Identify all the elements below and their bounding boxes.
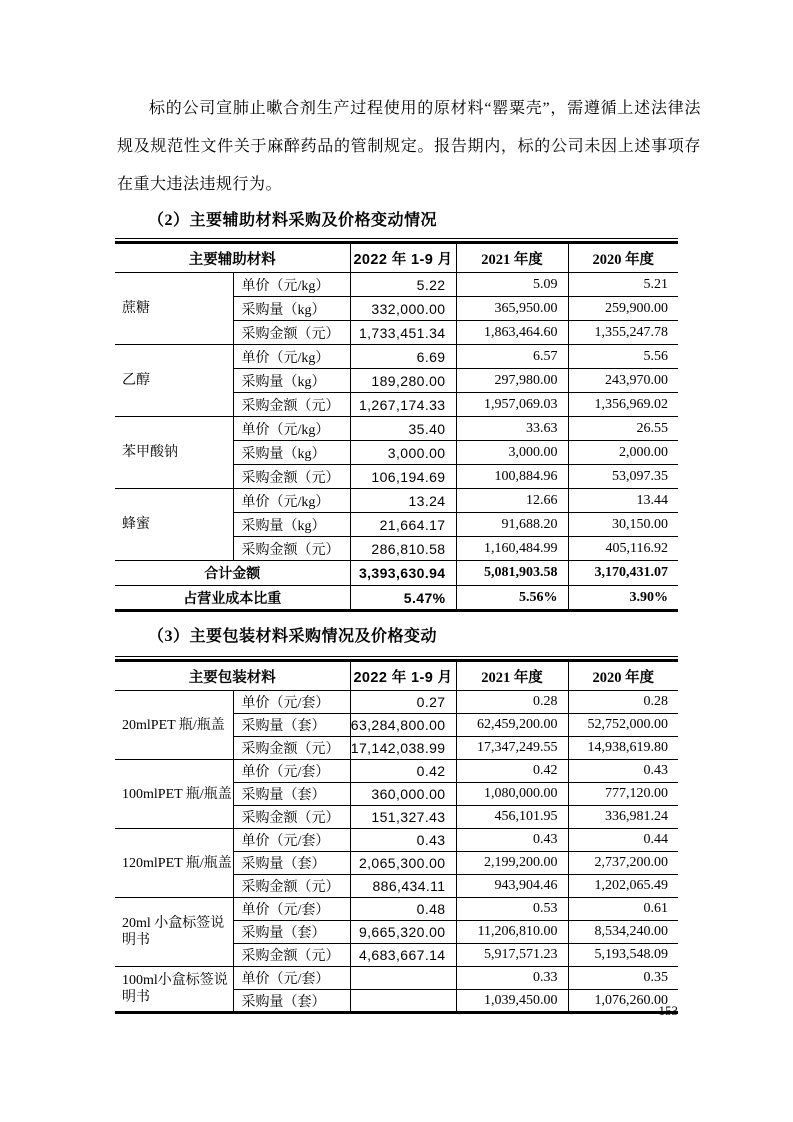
value-cell: 2,000.00: [568, 441, 678, 465]
total-amount-row: [115, 561, 678, 586]
value-cell: 0.53: [456, 898, 568, 921]
table-row: [115, 489, 678, 513]
section-heading-3: （3）主要包装材料采购情况及价格变动: [148, 628, 438, 645]
value-cell: 0.42: [456, 760, 568, 783]
value-cell: 21,664.17: [350, 513, 456, 537]
table-row: [115, 829, 678, 852]
section-heading-2: （2）主要辅助材料采购及价格变动情况: [148, 212, 438, 229]
value-cell: 33.63: [456, 417, 568, 441]
value-cell: 1,863,464.60: [456, 321, 568, 345]
value-cell: 2,199,200.00: [456, 852, 568, 875]
metric-label-cell: 采购量（套）: [233, 921, 350, 944]
col-header-2020: 2020 年度: [568, 661, 678, 691]
page-number: 153: [658, 1003, 678, 1018]
material-name-cell: 苯甲酸钠: [115, 417, 233, 489]
col-header-2022: 2022 年 1-9 月: [350, 661, 456, 691]
value-cell: 1,356,969.02: [568, 393, 678, 417]
value-cell: 106,194.69: [350, 465, 456, 489]
body-paragraph: 标的公司宣肺止嗽合剂生产过程使用的原材料“罂粟壳”，需遵循上述法律法规及规范性文件关于麻醉药品的管制规定。报告期内，标的公司未因上述事项存在重大违法违规行为。: [117, 100, 701, 193]
value-cell: 100,884.96: [456, 465, 568, 489]
col-header-material: 主要包装材料: [115, 661, 350, 691]
value-cell: 360,000.00: [350, 783, 456, 806]
value-cell: 5,917,571.23: [456, 944, 568, 967]
value-cell: 1,160,484.99: [456, 537, 568, 561]
table-row: [115, 345, 678, 369]
value-cell: 63,284,800.00: [350, 714, 456, 737]
value-cell: 886,434.11: [350, 875, 456, 898]
value-cell: 6.57: [456, 345, 568, 369]
value-cell: 4,683,667.14: [350, 944, 456, 967]
value-cell: 405,116.92: [568, 537, 678, 561]
value-cell: 0.35: [568, 967, 678, 990]
value-cell: 151,327.43: [350, 806, 456, 829]
value-cell: 26.55: [568, 417, 678, 441]
value-cell: 0.42: [350, 760, 456, 783]
material-name-cell: 120mlPET 瓶/瓶盖: [115, 829, 233, 898]
value-cell: 0.43: [350, 829, 456, 852]
value-cell: 3,393,630.94: [350, 561, 456, 586]
metric-label-cell: 单价（元/套）: [233, 760, 350, 783]
value-cell: 62,459,200.00: [456, 714, 568, 737]
value-cell: 17,347,249.55: [456, 737, 568, 760]
packaging-materials-table-wrapper: [115, 656, 678, 1014]
value-cell: 2,737,200.00: [568, 852, 678, 875]
metric-label-cell: 单价（元/套）: [233, 691, 350, 714]
value-cell: 286,810.58: [350, 537, 456, 561]
value-cell: 53,097.35: [568, 465, 678, 489]
value-cell: 943,904.46: [456, 875, 568, 898]
metric-label-cell: 单价（元/kg）: [233, 273, 350, 297]
value-cell: 1,080,000.00: [456, 783, 568, 806]
value-cell: 0.43: [568, 760, 678, 783]
value-cell: 91,688.20: [456, 513, 568, 537]
auxiliary-materials-table: [115, 241, 678, 612]
value-cell: [350, 967, 456, 990]
value-cell: 5,081,903.58: [456, 561, 568, 586]
cost-ratio-row: [115, 586, 678, 611]
value-cell: [350, 990, 456, 1013]
value-cell: 456,101.95: [456, 806, 568, 829]
table-row: [115, 760, 678, 783]
value-cell: 30,150.00: [568, 513, 678, 537]
material-name-cell: 20ml 小盒标签说明书: [115, 898, 233, 967]
value-cell: 2,065,300.00: [350, 852, 456, 875]
col-header-2020: 2020 年度: [568, 243, 678, 273]
ratio-label-cell: 占营业成本比重: [115, 586, 350, 611]
value-cell: 3,000.00: [456, 441, 568, 465]
table-row: [115, 898, 678, 921]
value-cell: 189,280.00: [350, 369, 456, 393]
value-cell: 3.90%: [568, 586, 678, 611]
material-name-cell: 20mlPET 瓶/瓶盖: [115, 691, 233, 760]
value-cell: 243,970.00: [568, 369, 678, 393]
metric-label-cell: 采购金额（元）: [233, 465, 350, 489]
value-cell: 297,980.00: [456, 369, 568, 393]
value-cell: 0.61: [568, 898, 678, 921]
metric-label-cell: 采购量（套）: [233, 714, 350, 737]
col-header-2022: 2022 年 1-9 月: [350, 243, 456, 273]
metric-label-cell: 采购金额（元）: [233, 944, 350, 967]
material-name-cell: 乙醇: [115, 345, 233, 417]
material-name-cell: 100ml小盒标签说明书: [115, 967, 233, 1013]
metric-label-cell: 采购量（kg）: [233, 297, 350, 321]
table-row: [115, 691, 678, 714]
table-row: [115, 417, 678, 441]
value-cell: 336,981.24: [568, 806, 678, 829]
table-row: [115, 967, 678, 990]
col-header-material: 主要辅助材料: [115, 243, 350, 273]
table-header-row: [115, 243, 678, 273]
value-cell: 52,752,000.00: [568, 714, 678, 737]
value-cell: 1,076,260.00: [568, 990, 678, 1013]
metric-label-cell: 采购量（kg）: [233, 513, 350, 537]
value-cell: 0.48: [350, 898, 456, 921]
metric-label-cell: 采购量（kg）: [233, 369, 350, 393]
metric-label-cell: 采购金额（元）: [233, 806, 350, 829]
value-cell: 259,900.00: [568, 297, 678, 321]
metric-label-cell: 采购量（套）: [233, 852, 350, 875]
value-cell: 3,170,431.07: [568, 561, 678, 586]
metric-label-cell: 采购量（套）: [233, 783, 350, 806]
value-cell: 35.40: [350, 417, 456, 441]
value-cell: 0.27: [350, 691, 456, 714]
value-cell: 0.28: [456, 691, 568, 714]
value-cell: 0.43: [456, 829, 568, 852]
value-cell: 11,206,810.00: [456, 921, 568, 944]
value-cell: 5.56%: [456, 586, 568, 611]
packaging-materials-table: [115, 659, 678, 1014]
material-name-cell: 蔗糖: [115, 273, 233, 345]
value-cell: 5.21: [568, 273, 678, 297]
col-header-2021: 2021 年度: [456, 243, 568, 273]
value-cell: 12.66: [456, 489, 568, 513]
value-cell: 5.56: [568, 345, 678, 369]
material-name-cell: 蜂蜜: [115, 489, 233, 561]
table-header-row: [115, 661, 678, 691]
value-cell: 1,202,065.49: [568, 875, 678, 898]
metric-label-cell: 采购金额（元）: [233, 321, 350, 345]
value-cell: 0.28: [568, 691, 678, 714]
value-cell: 365,950.00: [456, 297, 568, 321]
metric-label-cell: 单价（元/套）: [233, 829, 350, 852]
value-cell: 5.09: [456, 273, 568, 297]
total-label-cell: 合计金额: [115, 561, 350, 586]
metric-label-cell: 单价（元/kg）: [233, 489, 350, 513]
value-cell: 5,193,548.09: [568, 944, 678, 967]
value-cell: 13.24: [350, 489, 456, 513]
value-cell: 17,142,038.99: [350, 737, 456, 760]
value-cell: 332,000.00: [350, 297, 456, 321]
table-row: [115, 273, 678, 297]
value-cell: 9,665,320.00: [350, 921, 456, 944]
value-cell: 5.47%: [350, 586, 456, 611]
material-name-cell: 100mlPET 瓶/瓶盖: [115, 760, 233, 829]
value-cell: 5.22: [350, 273, 456, 297]
auxiliary-materials-table-wrapper: [115, 238, 678, 612]
value-cell: 1,733,451.34: [350, 321, 456, 345]
value-cell: 1,267,174.33: [350, 393, 456, 417]
value-cell: 14,938,619.80: [568, 737, 678, 760]
value-cell: 1,039,450.00: [456, 990, 568, 1013]
value-cell: 1,957,069.03: [456, 393, 568, 417]
value-cell: 0.33: [456, 967, 568, 990]
value-cell: 13.44: [568, 489, 678, 513]
value-cell: 0.44: [568, 829, 678, 852]
metric-label-cell: 采购量（kg）: [233, 441, 350, 465]
metric-label-cell: 采购金额（元）: [233, 393, 350, 417]
col-header-2021: 2021 年度: [456, 661, 568, 691]
value-cell: 777,120.00: [568, 783, 678, 806]
value-cell: 8,534,240.00: [568, 921, 678, 944]
metric-label-cell: 单价（元/kg）: [233, 345, 350, 369]
metric-label-cell: 单价（元/套）: [233, 898, 350, 921]
metric-label-cell: 单价（元/kg）: [233, 417, 350, 441]
value-cell: 3,000.00: [350, 441, 456, 465]
value-cell: 1,355,247.78: [568, 321, 678, 345]
metric-label-cell: 采购金额（元）: [233, 537, 350, 561]
metric-label-cell: 单价（元/套）: [233, 967, 350, 990]
metric-label-cell: 采购金额（元）: [233, 737, 350, 760]
metric-label-cell: 采购量（套）: [233, 990, 350, 1013]
metric-label-cell: 采购金额（元）: [233, 875, 350, 898]
value-cell: 6.69: [350, 345, 456, 369]
